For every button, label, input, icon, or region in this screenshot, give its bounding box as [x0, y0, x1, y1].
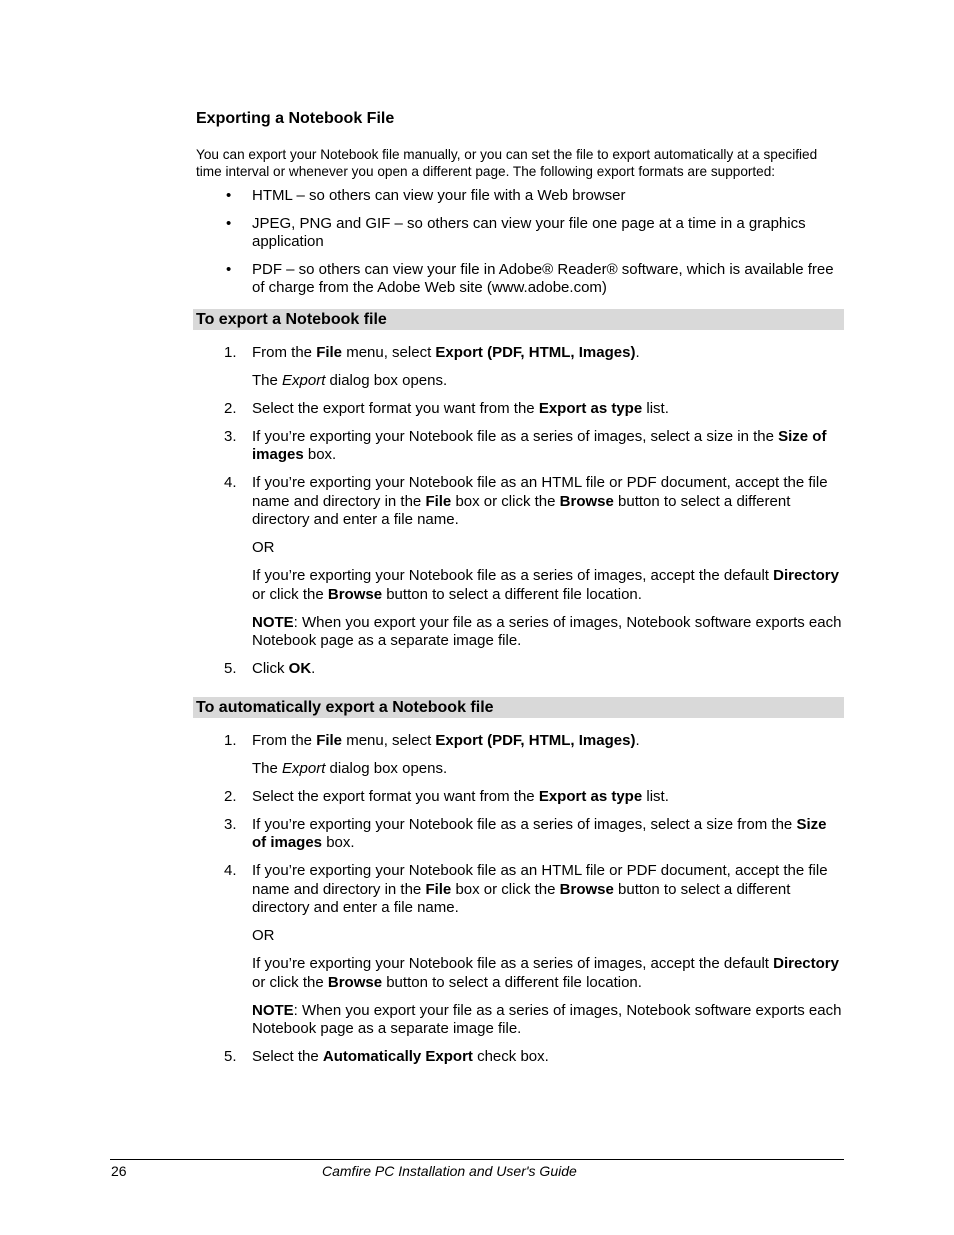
- step-item: 5. Click OK.: [224, 660, 316, 677]
- list-item: • PDF – so others can view your file in Adobe® Reader® software, which is available free of charge from the Adobe Web site (www.adobe.com): [226, 260, 834, 296]
- step-number: 3.: [224, 815, 237, 833]
- section-heading-export: To export a Notebook file: [193, 309, 844, 330]
- step-number: 5.: [224, 660, 237, 677]
- intro-paragraph: You can export your Notebook file manually, or you can set the file to export automatically at a specified time interval or whenever you open a different page. The following export formats are supported:: [196, 147, 818, 179]
- step-number: 1.: [224, 343, 237, 361]
- step-item: 2. Select the export format you want from the Export as type list.: [224, 787, 669, 805]
- step-number: 4.: [224, 474, 237, 491]
- bullet-icon: •: [226, 214, 232, 232]
- step-number: 1.: [224, 731, 237, 749]
- note: NOTE: When you export your file as a series of images, Notebook software exports each Notebook page as a separate image file.: [252, 613, 842, 649]
- or-separator: OR: [252, 539, 275, 556]
- bullet-icon: •: [226, 187, 232, 204]
- step-item: 1. From the File menu, select Export (PDF, HTML, Images). The Export dialog box opens.: [196, 732, 844, 779]
- page-number: 26: [111, 1163, 127, 1179]
- step-item: 5. Select the Automatically Export check box.: [224, 1048, 549, 1065]
- footer-guide-title: Camfire PC Installation and User's Guide: [322, 1163, 577, 1179]
- step-number: 2.: [224, 399, 237, 417]
- step-item: 3. If you’re exporting your Notebook file as a series of images, select a size from the Size of images box.: [224, 815, 827, 851]
- step-item: 2. Select the export format you want from the Export as type list.: [224, 399, 669, 417]
- page-title: Exporting a Notebook File: [196, 110, 395, 127]
- list-item: • HTML – so others can view your file with a Web browser: [226, 187, 626, 204]
- step-item: 4. If you’re exporting your Notebook file as an HTML file or PDF document, accept the file name and directory in the File box or click the Browse button to select a different directory and enter a file name. OR If you’re exporting your Notebook file as a series of images, accept the default Directory or click the Browse button to select a different file location. NOTE: When you export your file as a series of images, Notebook software exports each Notebook page as a separate image file.: [196, 862, 844, 1039]
- export-steps-list: [196, 344, 844, 679]
- export-formats-list: [196, 187, 844, 298]
- auto-export-steps-list: [196, 732, 844, 1067]
- step-result: The Export dialog box opens.: [252, 759, 448, 777]
- step-number: 2.: [224, 787, 237, 805]
- step-number: 4.: [224, 862, 237, 879]
- list-item: • JPEG, PNG and GIF – so others can view your file one page at a time in a graphics application: [226, 214, 806, 250]
- alternative-instruction: If you’re exporting your Notebook file as a series of images, accept the default Directory or click the Browse button to select a different file location.: [252, 955, 839, 991]
- alternative-instruction: If you’re exporting your Notebook file as a series of images, accept the default Directory or click the Browse button to select a different file location.: [252, 567, 839, 603]
- step-item: 3. If you’re exporting your Notebook file as a series of images, select a size in the Size of images box.: [224, 427, 827, 463]
- section-heading-auto-export: To automatically export a Notebook file: [193, 697, 844, 718]
- step-number: 5.: [224, 1048, 237, 1065]
- bullet-icon: •: [226, 260, 232, 278]
- footer-divider: [110, 1159, 844, 1160]
- page-content: [196, 108, 844, 1076]
- step-result: The Export dialog box opens.: [252, 371, 448, 389]
- note: NOTE: When you export your file as a series of images, Notebook software exports each Notebook page as a separate image file.: [252, 1001, 842, 1037]
- or-separator: OR: [252, 927, 275, 944]
- step-number: 3.: [224, 427, 237, 445]
- step-item: 4. If you’re exporting your Notebook file as an HTML file or PDF document, accept the file name and directory in the File box or click the Browse button to select a different directory and enter a file name. OR If you’re exporting your Notebook file as a series of images, accept the default Directory or click the Browse button to select a different file location. NOTE: When you export your file as a series of images, Notebook software exports each Notebook page as a separate image file.: [196, 474, 844, 651]
- step-item: 1. From the File menu, select Export (PDF, HTML, Images). The Export dialog box opens.: [196, 344, 844, 391]
